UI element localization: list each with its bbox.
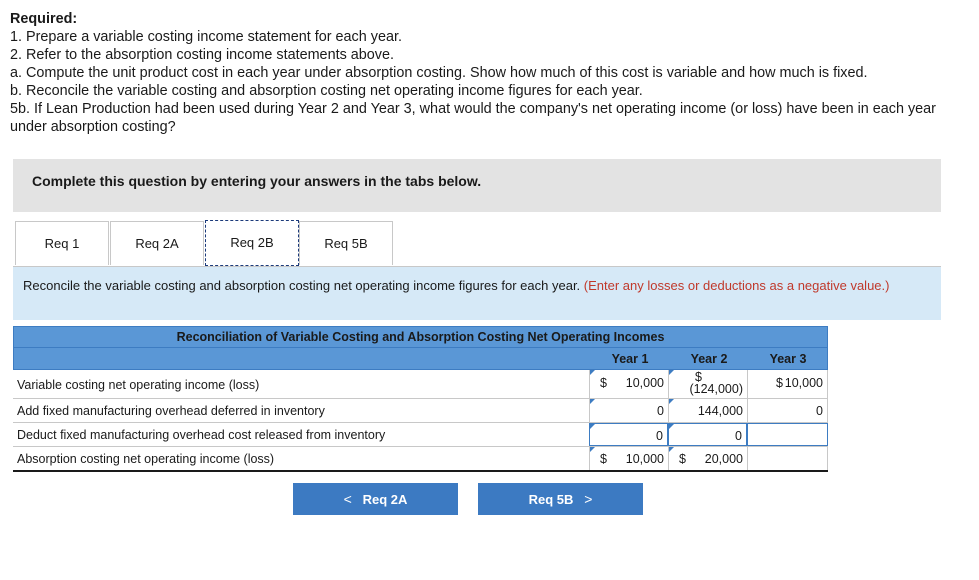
required-item: b. Reconcile the variable costing and absorption costing net operating income figures for each year.	[10, 83, 643, 99]
dollar-sign: $	[679, 452, 686, 466]
instructions-banner	[13, 159, 941, 212]
table-column-header	[13, 348, 828, 370]
input-flag-icon	[669, 447, 674, 452]
dollar-sign: $	[600, 452, 607, 466]
row-label: Absorption costing net operating income (loss)	[17, 452, 275, 466]
year3-input[interactable]	[747, 370, 828, 398]
year1-input[interactable]	[589, 399, 668, 422]
cell-value: 144,000	[697, 404, 743, 418]
table-row	[13, 370, 828, 399]
required-item: 2. Refer to the absorption costing income statements above.	[10, 47, 394, 63]
input-flag-icon	[590, 424, 595, 429]
input-flag-icon	[669, 424, 674, 429]
reconciliation-table	[13, 326, 828, 472]
cell-value: 0	[656, 429, 663, 443]
column-year-1: Year 1	[611, 352, 649, 366]
required-item: 5b. If Lean Production had been used during Year 2 and Year 3, what would the company's net operating income (or loss) have been in each year under absorption costing?	[10, 101, 936, 135]
tab-req-1[interactable]: Req 1	[15, 221, 109, 265]
table-title: Reconciliation of Variable Costing and Absorption Costing Net Operating Incomes	[13, 326, 828, 348]
prev-req-2a-button[interactable]	[293, 483, 458, 515]
year3-input[interactable]	[747, 447, 828, 470]
table-bottom-rule	[13, 470, 828, 472]
tab-req-5b[interactable]: Req 5B	[299, 221, 393, 265]
table-row	[13, 399, 828, 423]
cell-value: 10,000	[625, 376, 664, 390]
row-label: Add fixed manufacturing overhead deferred in inventory	[17, 404, 325, 418]
cell-value: 10,000	[625, 452, 664, 466]
table-row	[13, 447, 828, 470]
dollar-sign: $	[695, 370, 702, 384]
required-item: 1. Prepare a variable costing income statement for each year.	[10, 29, 402, 45]
year2-input[interactable]	[668, 370, 747, 398]
required-title: Required:	[10, 11, 78, 27]
tab-req-2a[interactable]: Req 2A	[110, 221, 204, 265]
column-year-2: Year 2	[690, 352, 728, 366]
year1-input[interactable]	[589, 447, 668, 470]
cell-value: 0	[735, 429, 742, 443]
cell-value: (124,000)	[689, 382, 743, 396]
year1-input[interactable]	[589, 423, 668, 446]
dollar-sign: $	[600, 376, 607, 390]
year3-input[interactable]	[747, 399, 828, 422]
year2-input[interactable]	[668, 399, 747, 422]
input-flag-icon	[590, 399, 595, 404]
requirements-block	[10, 10, 965, 136]
cell-value: 10,000	[784, 376, 823, 390]
year3-input[interactable]	[747, 423, 828, 446]
chevron-right-icon: >	[584, 491, 593, 507]
year2-input[interactable]	[668, 423, 747, 446]
next-button-label: Req 5B	[528, 492, 574, 507]
cell-value: 0	[816, 404, 823, 418]
prev-button-label: Req 2A	[362, 492, 408, 507]
input-flag-icon	[669, 399, 674, 404]
input-flag-icon	[669, 370, 674, 375]
instruction-main: Reconcile the variable costing and absorption costing net operating income figures for each year.	[23, 278, 581, 293]
cell-value: 20,000	[704, 452, 743, 466]
input-flag-icon	[590, 370, 595, 375]
next-req-5b-button[interactable]	[478, 483, 643, 515]
banner-text: Complete this question by entering your answers in the tabs below.	[32, 173, 482, 189]
year1-input[interactable]	[589, 370, 668, 398]
dollar-sign: $	[776, 376, 783, 390]
tab-instructions	[13, 267, 941, 320]
required-item: a. Compute the unit product cost in each year under absorption costing. Show how much of this cost is variable and how much is fixed.	[10, 65, 868, 81]
column-year-3: Year 3	[769, 352, 807, 366]
row-label: Variable costing net operating income (loss)	[17, 378, 260, 392]
year2-input[interactable]	[668, 447, 747, 470]
instruction-note: (Enter any losses or deductions as a negative value.)	[583, 278, 890, 293]
input-flag-icon	[590, 447, 595, 452]
tab-req-2b[interactable]: Req 2B	[205, 220, 299, 266]
chevron-left-icon: <	[343, 491, 352, 507]
row-label: Deduct fixed manufacturing overhead cost released from inventory	[17, 428, 386, 442]
cell-value: 0	[657, 404, 664, 418]
table-row	[13, 423, 828, 447]
